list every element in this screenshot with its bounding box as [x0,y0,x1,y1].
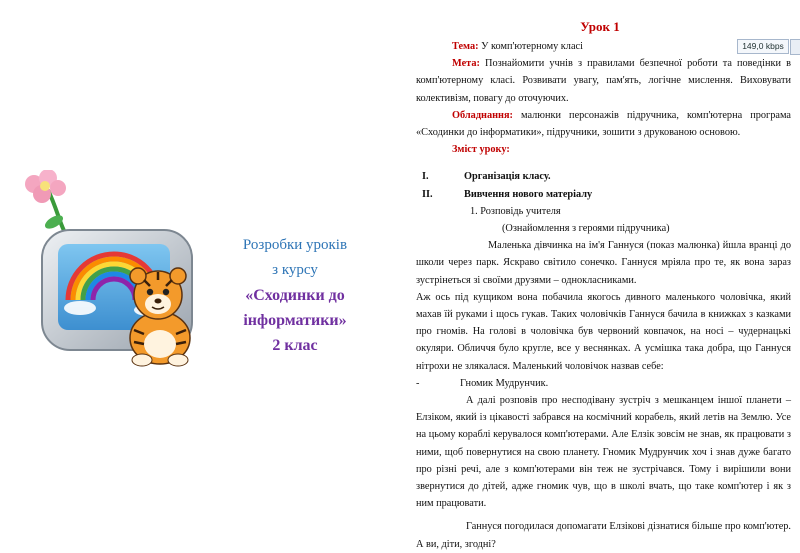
cover-grade: 2 клас [272,337,318,354]
list-number: I. [422,171,429,183]
lesson-body [416,38,791,553]
lesson-page [408,0,792,550]
cover-title-line: Розробки уроків [242,237,348,253]
paragraph: А далі розповів про несподівану зустріч з мешканцем іншої планети – Елзіком, який із цікавості забрався на космічний корабель, який летів на Землю. Усе на цьому кораблі керувалося комп'ютерами. Але Елзік зовсім не знав, як працювати з ними, щоб повернутися на свою планету. Гномик Мудрунчик хоч і знав дуже багато про різні речі, але з комп'ютерами він теж не зустрічався. Тому і вирішили вони звернутися до дітей, адже гномик чув, що в школі вчать, що таке комп'ютер і як з ним працювати. [416,395,791,510]
bitrate-menu-button[interactable] [790,39,800,55]
topic-text: У комп'ютерному класі [478,41,583,52]
lesson-title: Урок 1 [580,19,620,34]
list-item [416,168,791,185]
sub-item-note: (Ознайомлення з героями підручника) [502,223,670,235]
list-item [416,186,791,203]
list-number: II. [422,188,433,200]
paragraph: Ганнуся погодилася допомагати Елзікові дізнатися більше про комп'ютер. А ви, діти, згодні? [416,521,791,550]
bitrate-indicator: 149,0 kbps [737,39,789,54]
cover-page [0,0,400,519]
sub-item: 1. Розповідь учителя [470,205,561,217]
goal-label: Мета: [452,58,480,70]
topic-label: Тема: [452,41,479,52]
list-text: Організація класу. [464,171,551,183]
computer-with-rainbow-tiger-flower-illustration [20,170,220,370]
equipment-text: малюнки персонажів підручника, комп'ютерна програма «Сходинки до інформатики», підручники, зошити з друкованою основою. [416,109,791,139]
paragraph: Аж ось під кущиком вона побачила якогось дивного маленького чоловічка, який махав їй руками і щось гукав. Таких чоловічків Ганнуся бачила в книжках з казками про гномів. На голові в чоловічка був червоний ковпачок, на носі – чудернацькі окуляри. Обличчя було кругле, все у веснянках. А усмішка така добра, що Ганнуся нітрохи не злякалася. Маленький чоловічок назвав себе: [416,291,791,372]
cover-title-line: з курсу [272,262,318,278]
cover-course-name: інформатики» [243,312,347,329]
list-text: Вивчення нового матеріалу [464,188,593,200]
equipment-label: Обладнання: [452,109,513,121]
paragraph: Маленька дівчинка на ім'я Ганнуся (показ малюнка) йшла вранці до школи через парк. Яскраво світило сонечко. Ганнуся мріяла про те, як вона зараз зустрінеться зі своїми друзями – однокласниками. [416,240,791,286]
goal-text: Познайомити учнів з правилами безпечної роботи та поведінки в комп'ютерному класі. Розвивати увагу, пам'ять, логічне мислення. Виховувати колективізм, повагу до оточуючих. [416,58,791,104]
list-text: Гномик Мудрунчик. [460,377,549,389]
cover-title-block [215,233,375,358]
cover-course-name: «Сходинки до [245,287,345,304]
flower-icon [25,170,66,203]
lesson-goal [416,55,791,107]
lesson-content-heading [416,141,791,158]
content-label: Зміст уроку: [452,144,510,156]
list-item [416,375,791,392]
lesson-equipment [416,107,791,141]
dash-marker: - [416,377,420,389]
lesson-topic [416,38,791,55]
